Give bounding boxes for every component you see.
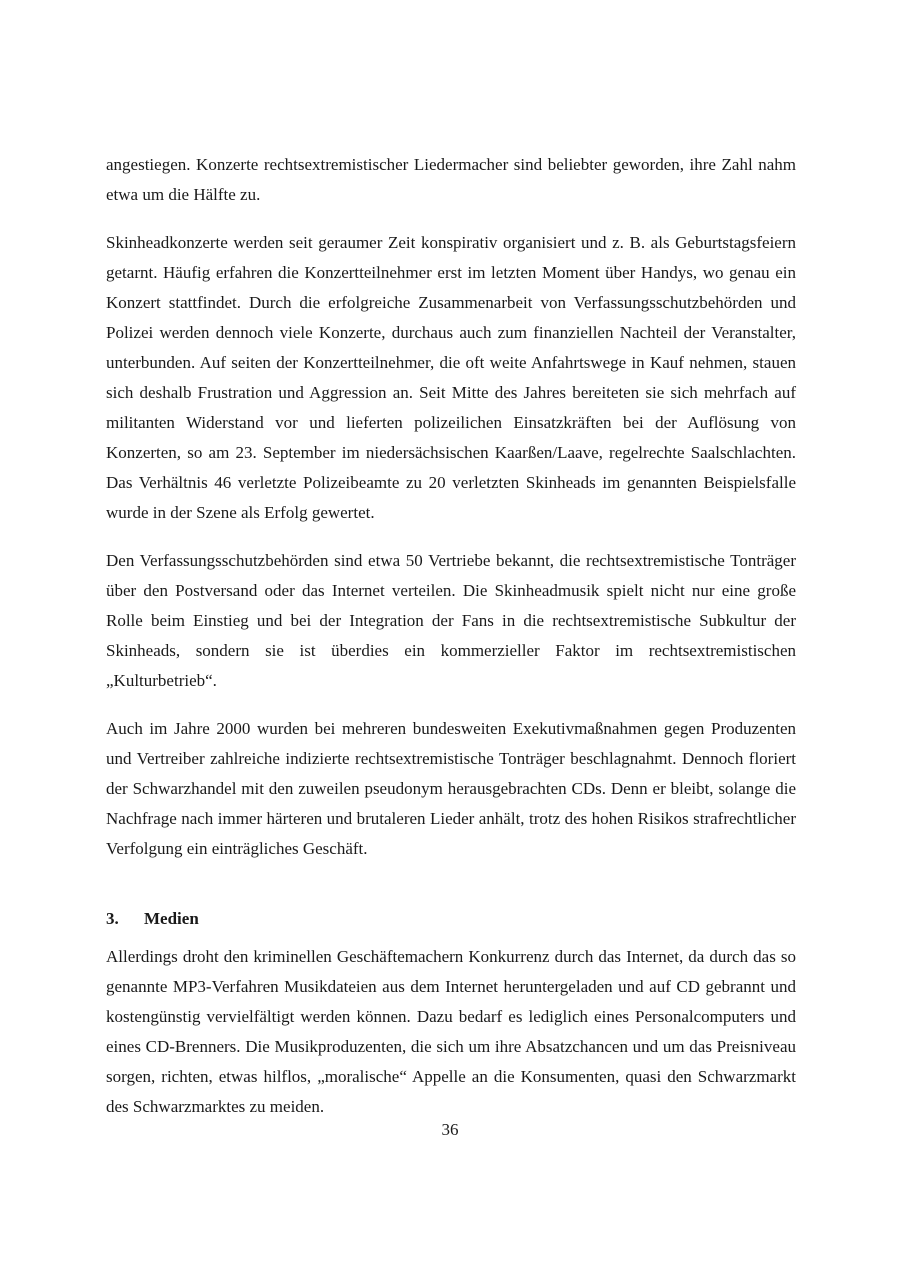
page-body [106,150,796,1140]
section-heading [106,904,796,934]
paragraph-executive-measures: Auch im Jahre 2000 wurden bei mehreren bundesweiten Exekutivmaßnahmen gegen Produzenten und Vertreiber zahlreiche indizierte rechtsextremistische Tonträger beschlagnahmt. Dennoch floriert der Schwarzhandel mit den zuweilen pseudonym herausgebrachten CDs. Denn er bleibt, solange die Nachfrage nach immer härteren und brutaleren Lieder anhält, trotz des hohen Risikos strafrechtlicher Verfolgung ein einträgliches Geschäft. [106,719,796,858]
paragraph-internet-competition: Allerdings droht den kriminellen Geschäftemachern Konkurrenz durch das Internet, da durch das so genannte MP3-Verfahren Musikdateien aus dem Internet heruntergeladen und auf CD gebrannt und kostengünstig vervielfältigt werden können. Dazu bedarf es lediglich eines Personalcomputers und eines CD-Brenners. Die Musikproduzenten, die sich um ihre Absatzchancen und um das Preisniveau sorgen, richten, etwas hilflos, „moralische“ Appelle an die Konsumenten, quasi den Schwarzmarkt des Schwarzmarktes zu meiden. [106,947,796,1116]
page-number: 36 [441,1120,459,1139]
paragraph-concerts-intro: angestiegen. Konzerte rechtsextremistischer Liedermacher sind beliebter geworden, ihre Zahl nahm etwa um die Hälfte zu. [106,155,796,204]
section-title: Medien [144,909,199,928]
paragraph-skinhead-concerts: Skinheadkonzerte werden seit geraumer Zeit konspirativ organisiert und z. B. als Geburtstagsfeiern getarnt. Häufig erfahren die Konzertteilnehmer erst im letzten Moment über Handys, wo genau ein Konzert stattfindet. Durch die erfolgreiche Zusammenarbeit von Verfassungsschutzbehörden und Polizei werden dennoch viele Konzerte, durchaus auch zum finanziellen Nachteil der Veranstalter, unterbunden. Auf seiten der Konzertteilnehmer, die oft weite Anfahrtswege in Kauf nehmen, stauen sich deshalb Frustration und Aggression an. Seit Mitte des Jahres bereiteten sie sich mehrfach auf militanten Widerstand vor und lieferten polizeilichen Einsatzkräften bei der Auflösung von Konzerten, so am 23. September im niedersächsischen Kaarßen/Laave, regelrechte Saalschlachten. Das Verhältnis 46 verletzte Polizeibeamte zu 20 verletzten Skinheads im genannten Beispielsfalle wurde in der Szene als Erfolg gewertet. [106,233,796,522]
paragraph-distributors: Den Verfassungsschutzbehörden sind etwa 50 Vertriebe bekannt, die rechtsextremistische Tonträger über den Postversand oder das Internet verteilen. Die Skinheadmusik spielt nicht nur eine große Rolle beim Einstieg und bei der Integration der Fans in die rechtsextremistische Subkultur der Skinheads, sondern sie ist überdies ein kommerzieller Faktor im rechtsextremistischen „Kulturbetrieb“. [106,551,796,690]
section-number: 3. [106,909,119,928]
